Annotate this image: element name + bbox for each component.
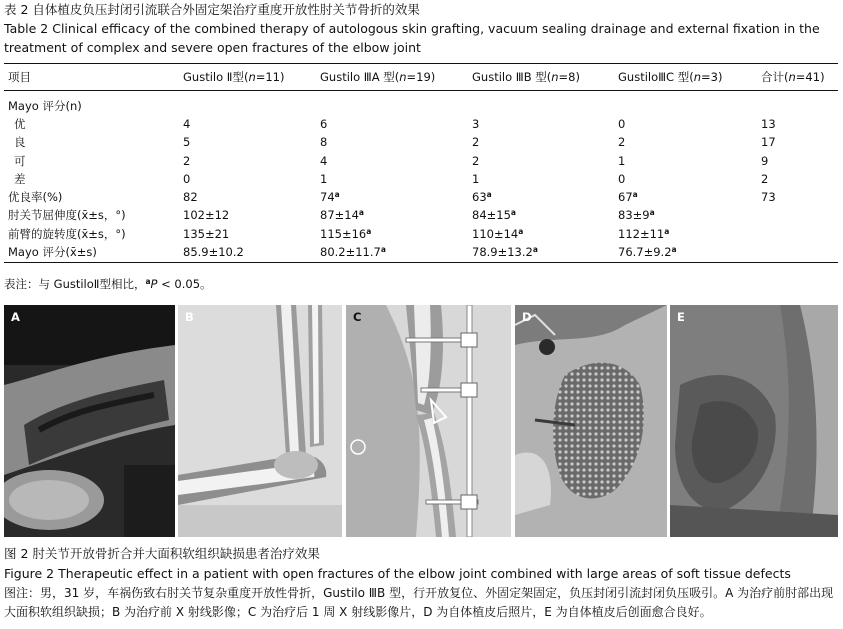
table-note-sup: a: [145, 277, 151, 286]
table-cell: [179, 91, 316, 116]
panel-a-photo: [4, 305, 175, 537]
table-cell: [316, 243, 468, 262]
cell-value: 74: [320, 190, 335, 205]
column-header-n: n: [693, 69, 702, 84]
row-label: Mayo 评分(x̄±s): [4, 243, 179, 262]
table-cell: [316, 207, 468, 225]
table-cell: [614, 152, 757, 170]
column-header-n: n: [399, 69, 407, 84]
cell-value: 1: [472, 171, 480, 186]
cell-value: 78.9±13.2: [472, 245, 533, 260]
cell-value: 63: [472, 190, 487, 205]
table-cell: [316, 152, 468, 170]
panel-c-xray: [346, 305, 511, 537]
table-cell: [179, 188, 316, 206]
column-header-text: 项目: [8, 69, 31, 84]
column-header-n: n: [551, 69, 559, 84]
table-cell: [468, 170, 614, 188]
table-cell: [757, 243, 838, 262]
table-row: [4, 115, 838, 133]
table-cell: [468, 188, 614, 206]
cell-value: 0: [618, 116, 626, 131]
table-cell: [614, 170, 757, 188]
table-cell: [757, 207, 838, 225]
cell-significance-mark: a: [518, 226, 524, 236]
cell-significance-mark: a: [510, 208, 516, 218]
cell-significance-mark: a: [486, 190, 492, 200]
table-cell: [614, 91, 757, 116]
table-cell: [757, 225, 838, 243]
column-header: [757, 64, 838, 91]
cell-significance-mark: a: [649, 208, 655, 218]
row-label: 优: [14, 116, 26, 131]
row-label: 良: [14, 135, 26, 150]
figure-panel-b: [178, 305, 342, 537]
cell-value: 67: [618, 190, 633, 205]
cell-value: 110±14: [472, 226, 519, 241]
table-cell: [757, 152, 838, 170]
table-cell: [179, 243, 316, 262]
table-row: [4, 243, 838, 262]
table-row: [4, 152, 838, 170]
table-note-p: P: [150, 277, 158, 291]
column-header-count: =41): [795, 69, 825, 84]
cell-significance-mark: a: [334, 190, 340, 200]
row-label: Mayo 评分(n): [8, 98, 82, 113]
table-header-row: [4, 64, 838, 91]
cell-value: 2: [472, 153, 480, 168]
cell-value: 135±21: [183, 226, 230, 241]
table-cell: [614, 243, 757, 262]
table-cell: [757, 134, 838, 152]
figure-caption-cn: 图 2 肘关节开放骨折合并大面积软组织缺损患者治疗效果: [4, 546, 320, 561]
cell-value: 3: [472, 116, 480, 131]
cell-value: 0: [183, 171, 191, 186]
table-cell: [179, 225, 316, 243]
table-cell: [179, 152, 316, 170]
table-cell: [757, 115, 838, 133]
cell-significance-mark: a: [664, 226, 670, 236]
cell-value: 80.2±11.7: [320, 245, 381, 260]
table-row: [4, 207, 838, 225]
cell-significance-mark: a: [632, 190, 638, 200]
figure-panel-d: [515, 305, 667, 537]
panel-b-xray: [178, 305, 342, 537]
row-label: 优良率(%): [8, 190, 63, 205]
cell-value: 2: [618, 135, 626, 150]
table-cell: [468, 207, 614, 225]
column-header-text: Gustilo ⅢA 型(: [320, 69, 400, 84]
column-header: [614, 64, 757, 91]
table-cell: [316, 134, 468, 152]
table-cell: [614, 188, 757, 206]
table-cell: [757, 91, 838, 116]
table-cell: [468, 243, 614, 262]
panel-a-label: A: [11, 310, 20, 324]
cell-value: 83±9: [618, 208, 650, 223]
table-cell: [757, 170, 838, 188]
cell-value: 1: [618, 153, 626, 168]
table-note-text: 表注：与 GustiloⅡ型相比，: [4, 277, 146, 291]
cell-significance-mark: a: [671, 245, 677, 255]
cell-value: 5: [183, 135, 191, 150]
figure-panel-a: [4, 305, 175, 537]
results-table: [4, 63, 838, 263]
figure-caption-en: Figure 2 Therapeutic effect in a patient with open fractures of the elbow joint combined with large areas of soft tissue defects: [4, 566, 791, 581]
figure-panel-e: [670, 305, 838, 537]
table-cell: [316, 170, 468, 188]
table-cell: [614, 134, 757, 152]
table-cell: [316, 188, 468, 206]
column-header-count: =3): [701, 69, 723, 84]
table-caption-en: Table 2 Clinical efficacy of the combined therapy of autologous skin grafting, vacuum sealing drainage and external fixation in the treatment of complex and severe open fractures of the elbow joint: [4, 21, 820, 55]
cell-value: 87±14: [320, 208, 359, 223]
cell-value: 8: [320, 135, 328, 150]
cell-value: 115±16: [320, 226, 367, 241]
table-cell: [614, 115, 757, 133]
table-cell: [316, 91, 468, 116]
cell-value: 1: [320, 171, 328, 186]
figure-panel-c: [346, 305, 511, 537]
row-label: 可: [14, 153, 26, 168]
cell-value: 13: [761, 116, 776, 131]
cell-value: 82: [183, 190, 198, 205]
table-cell: [316, 225, 468, 243]
table-note: [4, 276, 212, 292]
cell-value: 2: [183, 153, 191, 168]
cell-significance-mark: a: [366, 226, 372, 236]
cell-value: 73: [761, 190, 776, 205]
cell-value: 2: [472, 135, 480, 150]
table-cell: [757, 188, 838, 206]
column-header: [4, 64, 179, 91]
cell-value: 76.7±9.2: [618, 245, 672, 260]
cell-value: 0: [618, 171, 626, 186]
table-cell: [179, 207, 316, 225]
row-label: 前臂的旋转度(x̄±s，°): [8, 226, 126, 241]
panel-c-label: C: [353, 310, 362, 324]
table-row: [4, 170, 838, 188]
table-cell: [614, 225, 757, 243]
table-caption-cn: 表 2 自体植皮负压封闭引流联合外固定架治疗重度开放性肘关节骨折的效果: [4, 2, 420, 17]
table-row: [4, 188, 838, 206]
cell-value: 102±12: [183, 208, 230, 223]
table-body: [4, 91, 838, 263]
cell-value: 4: [320, 153, 328, 168]
column-header-n: n: [248, 69, 256, 84]
column-header-n: n: [788, 69, 796, 84]
column-header-text: Gustilo Ⅱ型(: [183, 69, 249, 84]
column-header: [468, 64, 614, 91]
table-cell: [468, 115, 614, 133]
row-label: 差: [14, 171, 26, 186]
cell-significance-mark: a: [380, 245, 386, 255]
cell-value: 2: [761, 171, 769, 186]
table-cell: [468, 225, 614, 243]
cell-significance-mark: a: [532, 245, 538, 255]
cell-value: 4: [183, 116, 191, 131]
cell-value: 112±11: [618, 226, 665, 241]
table-note-tail: < 0.05。: [157, 277, 212, 291]
cell-value: 9: [761, 153, 769, 168]
row-label: 肘关节屈伸度(x̄±s，°): [8, 208, 126, 223]
panel-d-photo: [515, 305, 667, 537]
cell-value: 85.9±10.2: [183, 245, 244, 260]
panel-e-label: E: [677, 310, 685, 324]
table-cell: [614, 207, 757, 225]
cell-value: 17: [761, 135, 776, 150]
table-cell: [179, 115, 316, 133]
table-row: [4, 225, 838, 243]
table-cell: [468, 134, 614, 152]
cell-value: 84±15: [472, 208, 511, 223]
table-cell: [179, 134, 316, 152]
column-header-count: =8): [558, 69, 580, 84]
table-cell: [468, 152, 614, 170]
column-header-text: GustiloⅢC 型(: [618, 69, 694, 84]
column-header-text: 合计(: [761, 69, 789, 84]
column-header: [179, 64, 316, 91]
panel-b-label: B: [185, 310, 194, 324]
panel-d-label: D: [522, 310, 532, 324]
panel-e-photo: [670, 305, 838, 537]
column-header: [316, 64, 468, 91]
table-row: [4, 91, 838, 116]
cell-significance-mark: a: [358, 208, 364, 218]
table-cell: [316, 115, 468, 133]
table-cell: [179, 170, 316, 188]
cell-value: 6: [320, 116, 328, 131]
table-row: [4, 134, 838, 152]
column-header-count: =19): [406, 69, 436, 84]
figure-description: 图注：男，31 岁，车祸伤致右肘关节复杂重度开放性骨折，Gustilo ⅢB 型，行开放复位、外固定架固定，负压封闭引流封闭负压吸引。A 为治疗前肘部出现大面积软组织缺损；B 为治疗前 X 射线影像；C 为治疗后 1 周 X 射线影像片，D 为自体植皮后照片，E 为自体植皮后创面愈合良好。: [4, 586, 834, 619]
column-header-count: =11): [255, 69, 285, 84]
table-cell: [468, 91, 614, 116]
column-header-text: Gustilo ⅢB 型(: [472, 69, 552, 84]
